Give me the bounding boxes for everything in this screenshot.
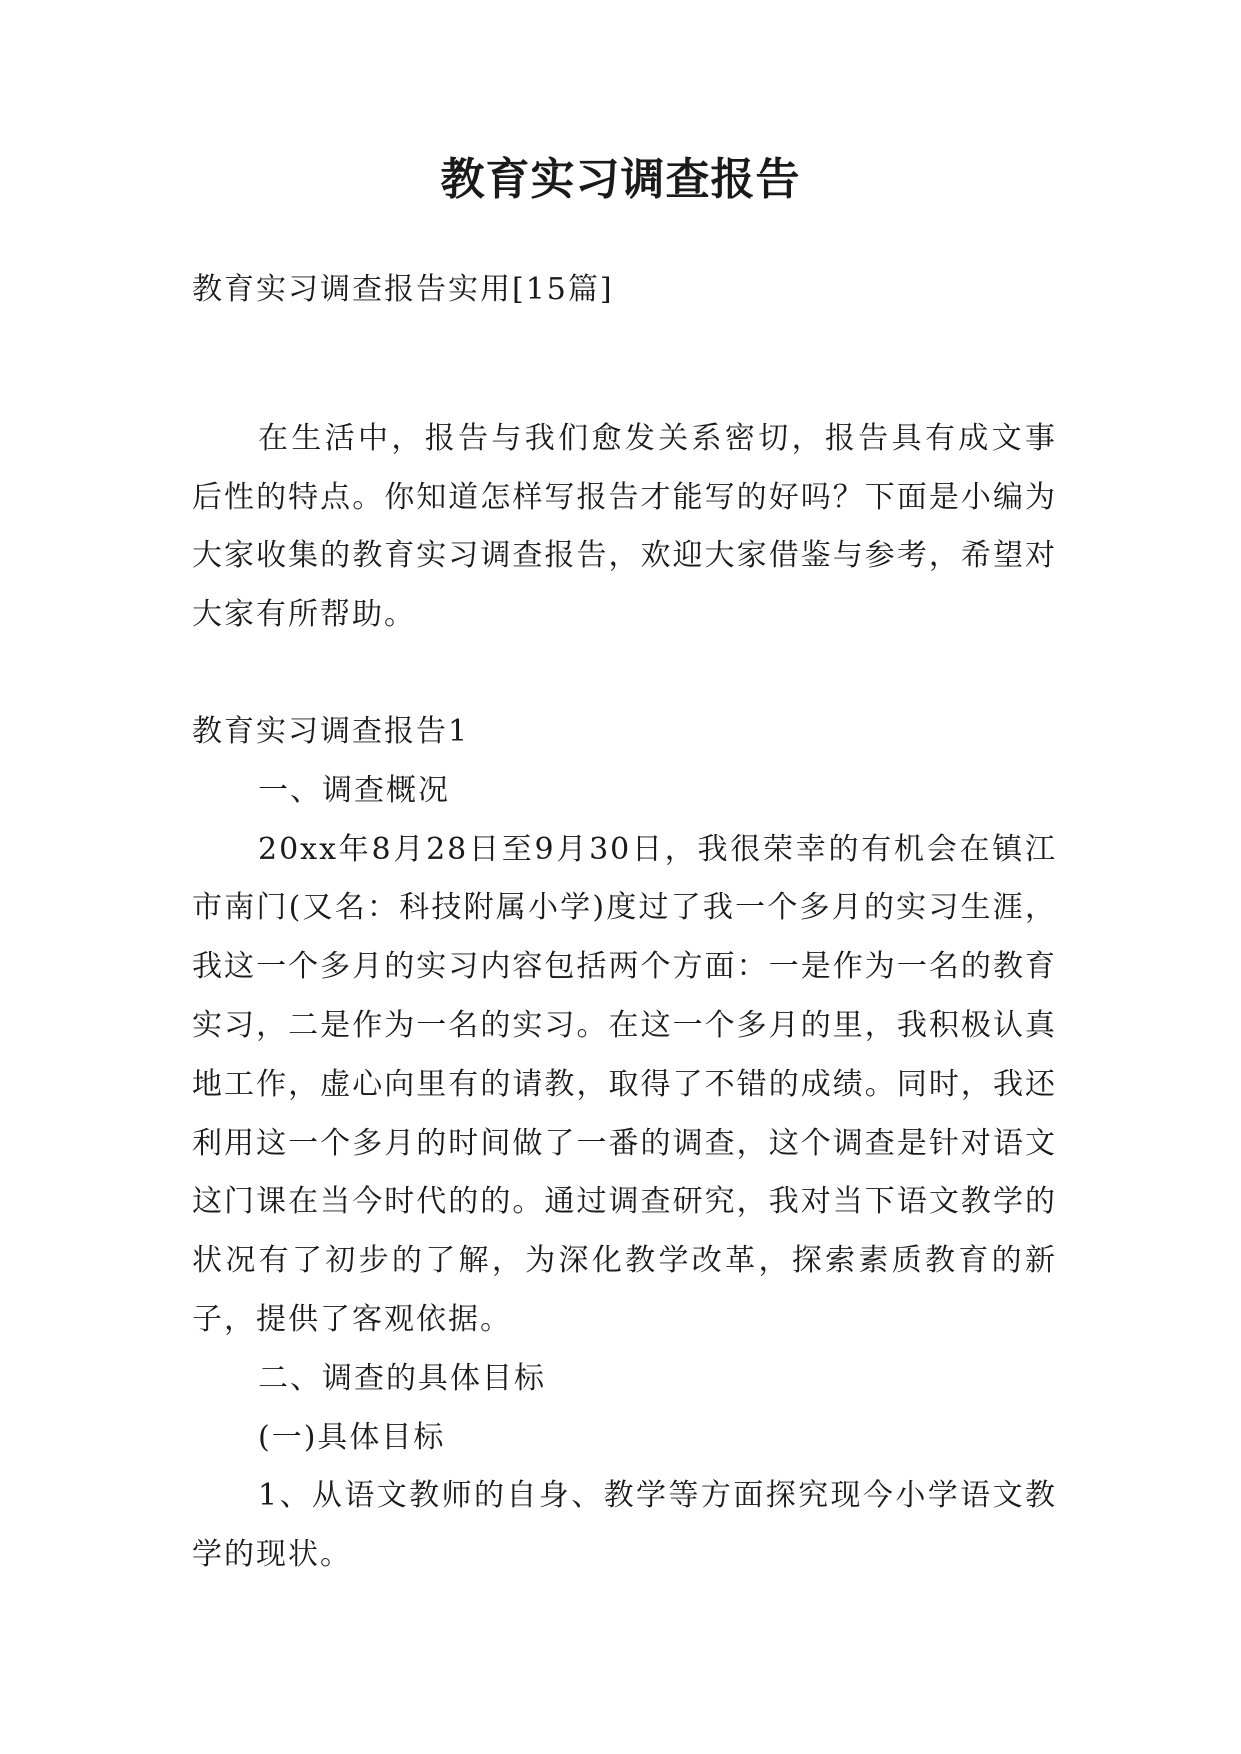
part1-heading: 一、调查概况	[258, 772, 450, 808]
part2-item-1: 1、从语文教师的自身、教学等方面探究现今小学语文教学的现状。	[192, 1478, 1057, 1573]
part2-sub-heading: (一)具体目标	[258, 1419, 446, 1455]
section-heading: 教育实习调查报告1	[192, 714, 470, 749]
part2-heading: 二、调查的具体目标	[258, 1360, 546, 1396]
document-subtitle: 教育实习调查报告实用[15篇]	[192, 272, 614, 307]
document-title: 教育实习调查报告	[440, 154, 801, 205]
intro-paragraph: 在生活中，报告与我们愈发关系密切，报告具有成文事后性的特点。你知道怎样写报告才能写的好吗？下面是小编为大家收集的教育实习调查报告，欢迎大家借鉴与参考，希望对大家有所帮助。	[192, 421, 1057, 632]
section-1	[192, 703, 1057, 1585]
part1-paragraph: 20xx年8月28日至9月30日，我很荣幸的有机会在镇江市南门(又名：科技附属小学)度过了我一个多月的实习生涯，我这一个多月的实习内容包括两个方面：一是作为一名的教育实习，二是作为一名的实习。在这一个多月的里，我积极认真地工作，虚心向里有的请教，取得了不错的成绩。同时，我还利用这一个多月的时间做了一番的调查，这个调查是针对语文这门课在当今时代的的。通过调查研究，我对当下语文教学的状况有了初步的了解，为深化教学改革，探索素质教育的新子，提供了客观依据。	[192, 831, 1057, 1337]
